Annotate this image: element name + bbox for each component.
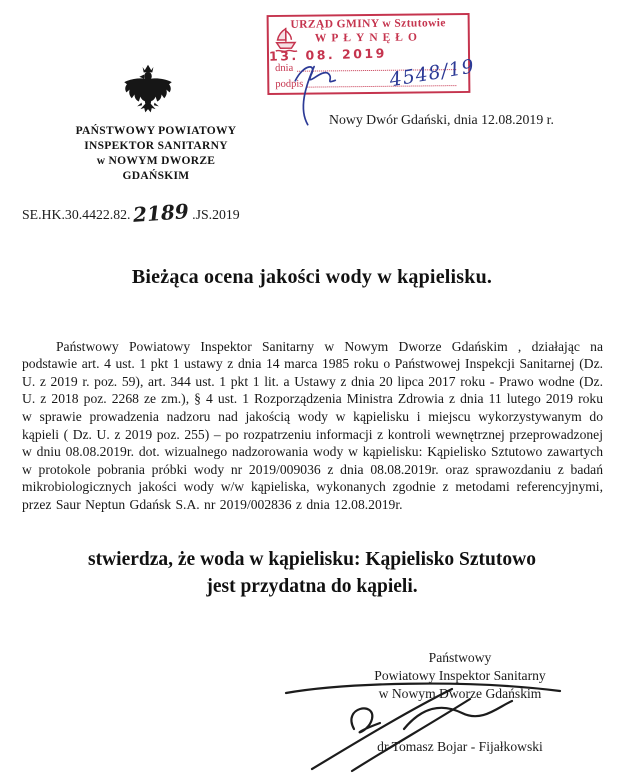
signatory-title-line-1: Państwowy bbox=[428, 650, 492, 665]
letterhead-line-4: GDAŃSKIM bbox=[122, 170, 190, 182]
letterhead bbox=[48, 124, 264, 184]
date-line: Nowy Dwór Gdański, dnia 12.08.2019 r. bbox=[329, 112, 554, 127]
stamp-case-number: 4548/19 bbox=[387, 55, 477, 92]
document-title: Bieżąca ocena jakości wody w kąpielisku. bbox=[131, 266, 493, 288]
reference-handwritten-number: 2189 bbox=[132, 199, 190, 227]
polish-eagle-emblem bbox=[121, 60, 175, 122]
letterhead-line-3: w NOWYM DWORZE bbox=[96, 155, 216, 167]
reference-prefix: SE.HK.30.4422.82. bbox=[22, 207, 131, 222]
stamp-date-label: dnia bbox=[275, 62, 294, 74]
reference-suffix: .JS.2019 bbox=[192, 207, 240, 222]
signatory-title-line-3: w Nowym Dworze Gdańskim bbox=[378, 685, 542, 701]
stamp-received-word: WPŁYNĘŁO bbox=[314, 31, 422, 45]
signature-block bbox=[352, 649, 568, 756]
letterhead-line-2: INSPEKTOR SANITARNY bbox=[84, 140, 228, 152]
reference-number bbox=[22, 199, 240, 227]
letterhead-line-1: PAŃSTWOWY POWIATOWY bbox=[75, 125, 237, 137]
decision-statement-line-2: jest przydatna do kąpieli. bbox=[206, 576, 418, 597]
stamp-signature-label: podpis bbox=[275, 78, 304, 90]
stamp-office-name: URZĄD GMINY w Sztutowie bbox=[290, 17, 446, 31]
decision-statement bbox=[0, 546, 624, 600]
decision-statement-line-1: stwierdza, że woda w kąpielisku: Kąpielisko Sztutowo bbox=[88, 549, 536, 570]
signatory-name: dr Tomasz Bojar - Fijałkowski bbox=[377, 739, 543, 755]
signatory-title-line-2: Powiatowy Inspektor Sanitarny bbox=[374, 667, 546, 683]
stamp-date: 13. 08. 2019 bbox=[268, 45, 387, 64]
body-paragraph: Państwowy Powiatowy Inspektor Sanitarny w Nowym Dworze Gdańskim , działając na podstawie art. 4 ust. 1 pkt 1 ustawy z dnia 14 marca 1985 roku o Państwowej Inspekcji Sanitarnej (Dz. U. z 2019 r. poz. 59), art. 344 ust. 1 pkt 1 lit. a Ustawy z dnia 20 lipca 2017 roku - Prawo wodne (Dz. U. z 2018 poz. 2268 ze zm.), § 4 ust. 1 Rozporządzenia Ministra Zdrowia z dnia 11 lutego 2019 roku w sprawie prowadzenia nadzoru nad jakością wody w kąpielisku i miejscu wykorzystywanym do kąpieli ( Dz. U. z 2019 poz. 255) – po rozpatrzeniu informacji z kontroli wewnętrznej przeprowadzonej w dniu 08.08.2019r. dot. wizualnego nadzorowania wody w kąpielisku: Kąpielisko Sztutowo zawartych w protokole pobrania próbki wody nr 2019/009036 z dnia 08.08.2019r. oraz sprawozdaniu z badań mikrobiologicznych jakości wody w/w kąpieliska, wykonanych zgodnie z metodami referencyjnymi, przez Saur Neptun Gdańsk S.A. nr 2019/002836 z dnia 12.08.2019r. bbox=[22, 338, 603, 512]
received-stamp bbox=[267, 13, 477, 95]
